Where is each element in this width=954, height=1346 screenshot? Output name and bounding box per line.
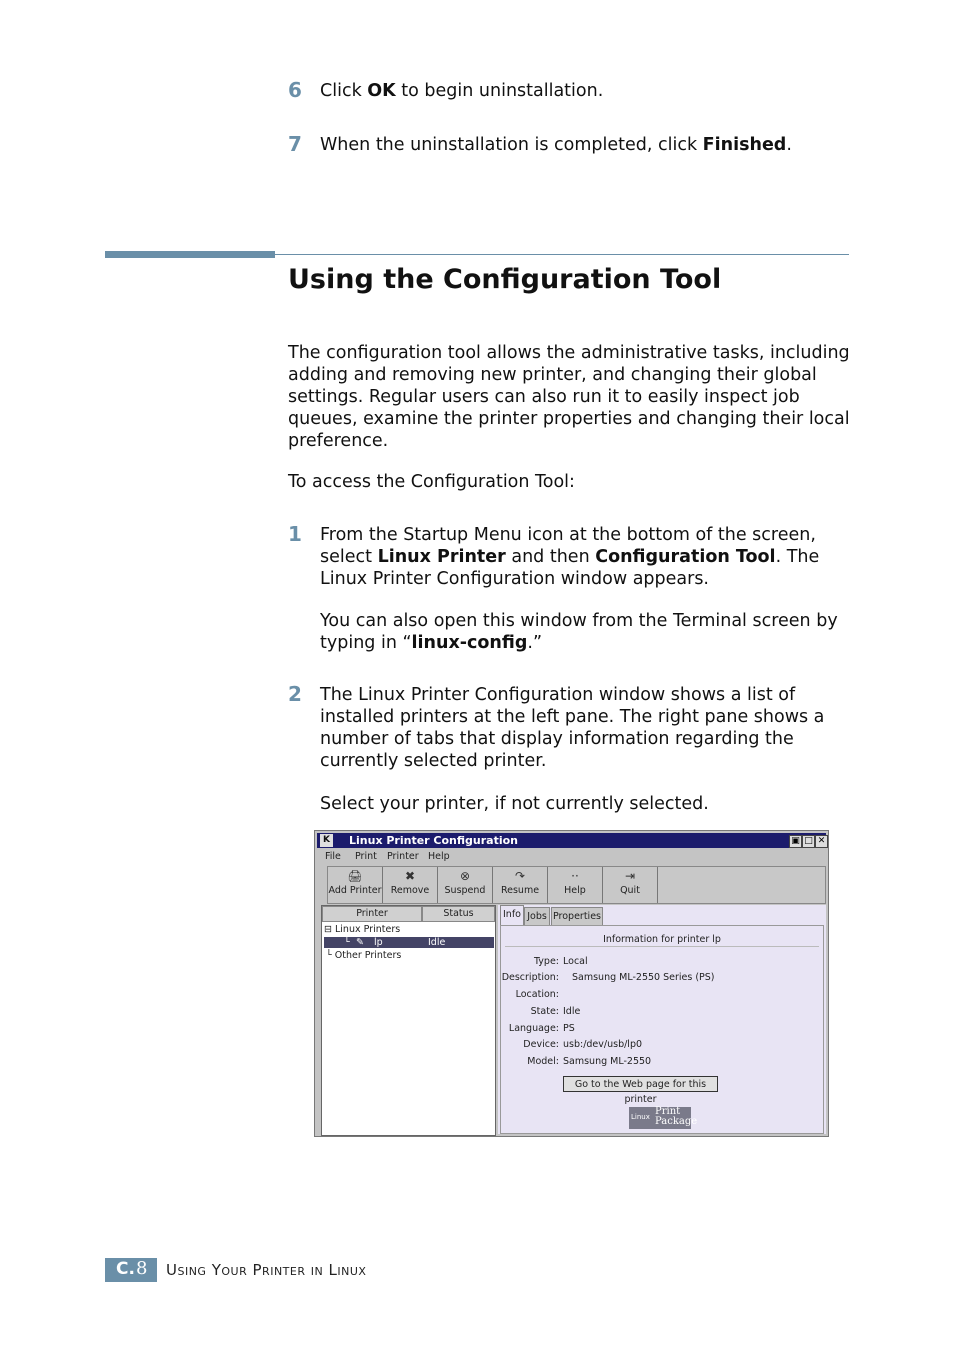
field-label-model: Model: <box>527 1056 559 1067</box>
printer-icon: 🖨 <box>347 869 363 883</box>
toolbar <box>327 866 826 904</box>
column-header-status[interactable]: Status <box>422 906 495 922</box>
field-value-language: PS <box>563 1023 575 1034</box>
printer-row-lp[interactable]: └ ✎ lp Idle <box>324 937 494 948</box>
field-value-type: Local <box>563 956 588 967</box>
help-icon: ·· <box>571 869 579 883</box>
access-paragraph: To access the Configuration Tool: <box>288 472 575 492</box>
linux-print-package-logo: Linux Print Package <box>631 1106 698 1127</box>
add-printer-button[interactable]: 🖨 Add Printer <box>328 867 383 903</box>
menu-printer[interactable]: Printer <box>387 851 419 862</box>
intro-paragraph: The configuration tool allows the administrative tasks, including adding and removing new printer, and changing their global settings. Regular users can also run it to easily inspect job queues, examine the printer properties and changing their local preference. <box>288 343 850 451</box>
help-button[interactable]: ·· Help <box>548 867 603 903</box>
tree-branch-icon: └ <box>344 937 350 948</box>
tree-group-linux-printers[interactable]: ⊟ Linux Printers <box>324 924 401 935</box>
menu-file[interactable]: File <box>325 851 341 862</box>
config-window-screenshot <box>314 830 829 1137</box>
menu-print[interactable]: Print <box>355 851 377 862</box>
field-value-state: Idle <box>563 1006 581 1017</box>
menu-bar <box>319 850 824 864</box>
quit-icon: ⇥ <box>624 869 636 883</box>
tab-info[interactable]: Info <box>500 905 524 925</box>
field-value-description: Samsung ML-2550 Series (PS) <box>572 972 715 983</box>
info-title: Information for printer lp <box>603 934 721 945</box>
step-text: The Linux Printer Configuration window shows a list of installed printers at the left pane. The right pane shows a number of tabs that display information regarding the currently selected printer. <box>320 685 825 771</box>
field-label-device: Device: <box>523 1039 559 1050</box>
field-label-state: State: <box>530 1006 559 1017</box>
close-icon[interactable]: ✕ <box>815 835 828 848</box>
suspend-button[interactable]: ⊗ Suspend <box>438 867 493 903</box>
field-label-language: Language: <box>508 1023 559 1034</box>
field-label-description: Description: <box>501 972 559 983</box>
kde-icon: K <box>320 834 333 847</box>
tab-properties[interactable]: Properties <box>551 907 603 925</box>
step-number: 7 <box>288 132 302 156</box>
field-label-location: Location: <box>515 989 559 1000</box>
menu-help[interactable]: Help <box>428 851 450 862</box>
column-header-printer[interactable]: Printer <box>322 906 422 922</box>
resume-button[interactable]: ↷ Resume <box>493 867 548 903</box>
window-title: Linux Printer Configuration <box>349 834 519 847</box>
step-text: When the uninstallation is completed, click Finished. <box>320 135 792 155</box>
section-rule-accent <box>105 251 275 258</box>
info-panel <box>500 925 824 1134</box>
printer-small-icon: ✎ <box>356 937 364 948</box>
remove-icon: ✖ <box>404 869 416 883</box>
footer-chapter-title: Using Your Printer in Linux <box>166 1261 367 1279</box>
section-heading: Using the Configuration Tool <box>288 264 722 295</box>
step-number: 2 <box>288 682 302 706</box>
maximize-icon[interactable]: □ <box>802 835 815 848</box>
minimize-icon[interactable]: ▣ <box>789 835 802 848</box>
step-number: 1 <box>288 522 302 546</box>
web-page-button[interactable]: Go to the Web page for this printer <box>563 1076 718 1092</box>
field-label-type: Type: <box>533 956 559 967</box>
divider <box>505 946 819 947</box>
window-titlebar <box>317 833 826 848</box>
field-value-model: Samsung ML-2550 <box>563 1056 652 1067</box>
step-number: 6 <box>288 78 302 102</box>
step-2-note: Select your printer, if not currently selected. <box>320 794 709 814</box>
quit-button[interactable]: ⇥ Quit <box>603 867 658 903</box>
suspend-icon: ⊗ <box>459 869 471 883</box>
step-1-note: You can also open this window from the Terminal screen by typing in “linux-config.” <box>320 611 838 653</box>
remove-button[interactable]: ✖ Remove <box>383 867 438 903</box>
section-rule <box>275 254 849 255</box>
printer-details-pane <box>498 905 826 1134</box>
page-number-badge: C. 8 <box>105 1258 157 1282</box>
field-value-device: usb:/dev/usb/lp0 <box>563 1039 643 1050</box>
tab-jobs[interactable]: Jobs <box>524 907 550 925</box>
resume-icon: ↷ <box>514 869 526 883</box>
step-text: Click OK to begin uninstallation. <box>320 81 604 101</box>
tree-collapse-icon[interactable]: ⊟ <box>324 924 332 935</box>
printer-list-pane <box>321 905 496 1136</box>
step-text: From the Startup Menu icon at the bottom of the screen, select Linux Printer and then Configuration Tool. The Linux Printer Configuration window appears. <box>320 525 820 589</box>
tree-group-other-printers[interactable]: └ Other Printers <box>326 950 402 961</box>
tree-branch-icon: └ <box>326 950 332 961</box>
